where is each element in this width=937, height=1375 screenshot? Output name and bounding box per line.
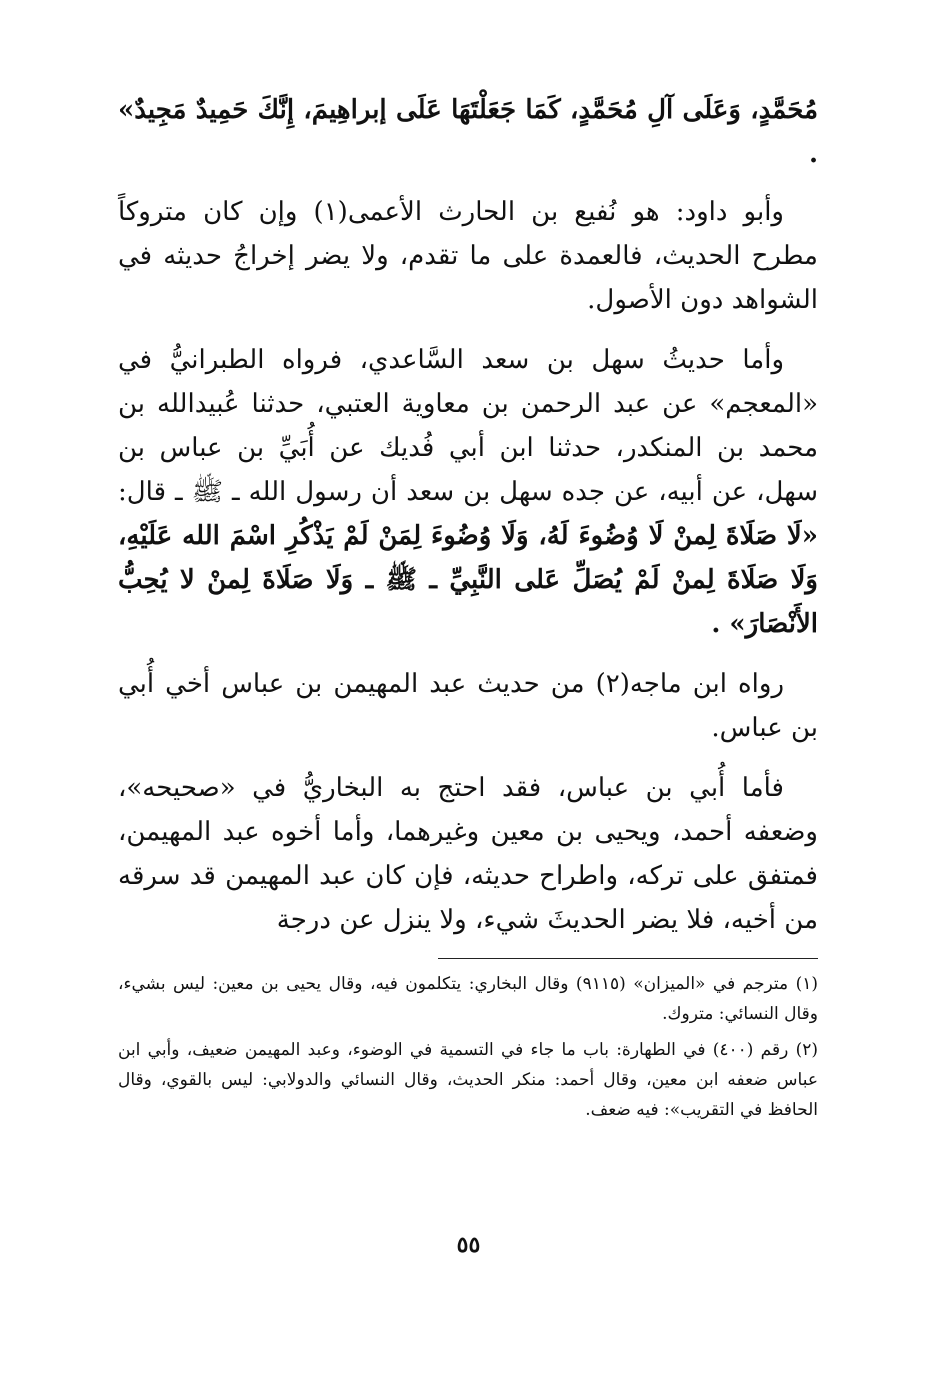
footnote-1 bbox=[118, 969, 818, 1029]
page-number: ٥٥ bbox=[456, 1232, 481, 1258]
paragraph-abu-dawud: وأبو داود: هو نُفيع بن الحارث الأعمى(١) وإن كان متروكاً مطرح الحديث، فالعمدة على ما تقدم، ولا يضر إخراجُ حديثه في الشواهد دون الأصول. bbox=[118, 197, 818, 315]
footnote-text: مترجم في «الميزان» (٩١١٥) وقال البخاري: يتكلمون فيه، وقال يحيى بن معين: ليس بشيء، وقال النسائي: متروك. bbox=[118, 974, 818, 1024]
footnote-2 bbox=[118, 1035, 818, 1125]
footnote-marker: (٢) bbox=[795, 1040, 818, 1060]
paragraph-ubay: فأما أُبي بن عباس، فقد احتج به البخاريُّ في «صحيحه»، وضعفه أحمد، ويحيى بن معين وغيرهما، وأما أخوه عبد المهيمن، فمتفق على تركه، واطراح حديثه، فإن كان عبد المهيمن قد سرقه من أخيه، فلا يضر الحديثَ شيء، ولا ينزل عن درجة bbox=[118, 773, 818, 935]
page-body bbox=[118, 88, 818, 1131]
sahl-isnad-text: وأما حديثُ سهل بن سعد السَّاعدي، فرواه الطبرانيُّ في «المعجم» عن عبد الرحمن بن معاوية العتبي، حدثنا عُبيدالله بن محمد بن المنكدر، حدثنا ابن أبي فُديك عن أُبَيِّ بن عباس بن سهل، عن أبيه، عن جده سهل بن سعد أن رسول الله ـ ﷺ ـ قال: bbox=[118, 345, 818, 507]
sahl-hadith-text: «لَا صَلَاةَ لِمنْ لَا وُضُوءَ لَهُ، وَلَا وُضُوءَ لِمَنْ لَمْ يَذْكُرِ اسْمَ الله عَلَيْهِ، وَلَا صَلَاةَ لِمنْ لَمْ يُصَلِّ عَلى النَّبِيِّ ـ ﷺ ـ وَلَا صَلَاةَ لِمنْ لا يُحِبُّ الأَنْصَارَ» . bbox=[118, 521, 818, 639]
footnotes bbox=[118, 969, 818, 1125]
footnote-separator bbox=[438, 958, 818, 959]
paragraph-sahl-hadith bbox=[118, 338, 818, 646]
footnote-marker: (١) bbox=[795, 974, 819, 994]
footnote-text: رقم (٤٠٠) في الطهارة: باب ما جاء في التسمية في الوضوء، وعبد المهيمن ضعيف، وأبي ابن عباس ضعفه ابن معين، وقال أحمد: منكر الحديث، وقال النسائي والدولابي: ليس بالقوي، وقال الحافظ في التقريب»: فيه ضعف. bbox=[118, 1040, 818, 1120]
paragraph-ibn-majah: رواه ابن ماجه(٢) من حديث عبد المهيمن بن عباس أخي أُبي بن عباس. bbox=[118, 669, 818, 743]
paragraph-salawat-ending: مُحَمَّدٍ، وَعَلَى آلِ مُحَمَّدٍ، كَمَا جَعَلْتَهَا عَلَى إبراهِيمَ، إِنَّكَ حَمِيدٌ مَجِيدٌ» . bbox=[118, 95, 818, 169]
